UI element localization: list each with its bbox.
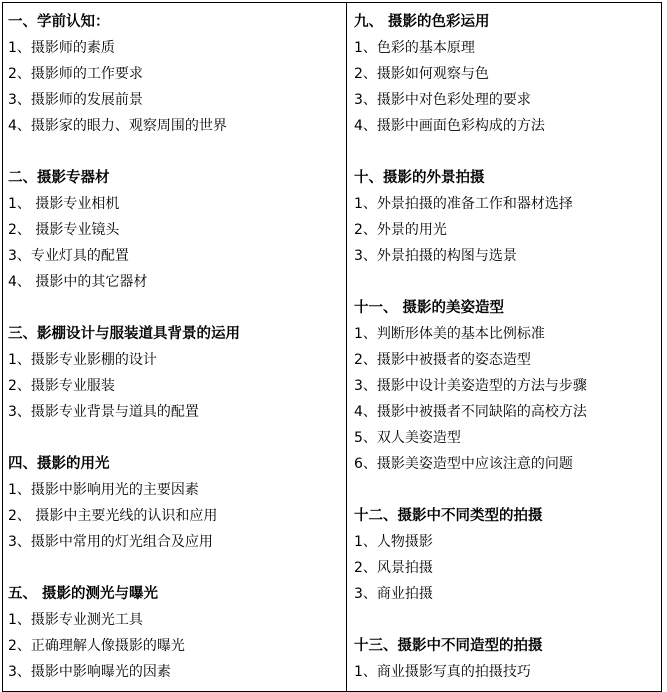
list-item: 4、 摄影中的其它器材 xyxy=(8,274,148,290)
list-item: 2、摄影中被摄者的姿态造型 xyxy=(354,352,531,368)
list-item: 3、摄影中常用的灯光组合及应用 xyxy=(8,534,213,550)
list-item: 2、摄影师的工作要求 xyxy=(8,66,143,82)
list-item: 2、摄影如何观察与色 xyxy=(354,66,489,82)
list-item: 4、摄影中画面色彩构成的方法 xyxy=(354,118,545,134)
list-item: 1、外景拍摄的准备工作和器材选择 xyxy=(354,196,573,212)
section-2 xyxy=(8,165,344,295)
right-column xyxy=(354,0,659,685)
list-item: 3、商业拍摄 xyxy=(354,586,433,602)
list-item: 1、 摄影专业相机 xyxy=(8,196,120,212)
section-13 xyxy=(354,633,659,685)
list-item: 1、人物摄影 xyxy=(354,534,433,550)
list-item: 2、正确理解人像摄影的曝光 xyxy=(8,638,185,654)
list-item: 4、摄影家的眼力、观察周围的世界 xyxy=(8,118,227,134)
list-item: 1、摄影专业测光工具 xyxy=(8,612,143,628)
section-10 xyxy=(354,165,659,269)
list-item: 1、商业摄影写真的拍摄技巧 xyxy=(354,664,531,680)
list-item: 3、摄影中设计美姿造型的方法与步骤 xyxy=(354,378,587,394)
list-item: 2、 摄影专业镜头 xyxy=(8,222,120,238)
left-column xyxy=(8,0,344,685)
list-item: 3、摄影中影响曝光的因素 xyxy=(8,664,171,680)
section-heading: 九、 摄影的色彩运用 xyxy=(354,14,490,30)
list-item: 1、摄影专业影棚的设计 xyxy=(8,352,157,368)
section-9 xyxy=(354,9,659,139)
section-5 xyxy=(8,581,344,685)
section-heading: 五、 摄影的测光与曝光 xyxy=(8,586,159,602)
list-item: 3、专业灯具的配置 xyxy=(8,248,129,264)
section-heading: 十三、摄影中不同造型的拍摄 xyxy=(354,638,543,654)
list-item: 3、摄影师的发展前景 xyxy=(8,92,143,108)
section-3 xyxy=(8,321,344,425)
list-item: 5、双人美姿造型 xyxy=(354,430,461,446)
list-item: 2、风景拍摄 xyxy=(354,560,433,576)
list-item: 3、外景拍摄的构图与选景 xyxy=(354,248,517,264)
column-divider xyxy=(346,2,347,692)
section-1 xyxy=(8,9,344,139)
section-heading: 十二、摄影中不同类型的拍摄 xyxy=(354,508,543,524)
section-heading: 十一、 摄影的美姿造型 xyxy=(354,300,505,316)
section-heading: 三、影棚设计与服装道具背景的运用 xyxy=(8,326,240,342)
list-item: 1、摄影中影响用光的主要因素 xyxy=(8,482,199,498)
list-item: 6、摄影美姿造型中应该注意的问题 xyxy=(354,456,573,472)
list-item: 3、摄影中对色彩处理的要求 xyxy=(354,92,531,108)
list-item: 1、色彩的基本原理 xyxy=(354,40,475,56)
list-item: 1、判断形体美的基本比例标准 xyxy=(354,326,545,342)
section-heading: 四、摄影的用光 xyxy=(8,456,110,472)
list-item: 2、 摄影中主要光线的认识和应用 xyxy=(8,508,218,524)
list-item: 2、外景的用光 xyxy=(354,222,447,238)
section-4 xyxy=(8,451,344,555)
section-11 xyxy=(354,295,659,477)
list-item: 3、摄影专业背景与道具的配置 xyxy=(8,404,199,420)
section-12 xyxy=(354,503,659,607)
list-item: 2、摄影专业服装 xyxy=(8,378,115,394)
list-item: 4、摄影中被摄者不同缺陷的高校方法 xyxy=(354,404,587,420)
section-heading: 二、摄影专器材 xyxy=(8,170,110,186)
section-heading: 一、学前认知： xyxy=(8,14,110,30)
list-item: 1、摄影师的素质 xyxy=(8,40,115,56)
section-heading: 十、摄影的外景拍摄 xyxy=(354,170,485,186)
